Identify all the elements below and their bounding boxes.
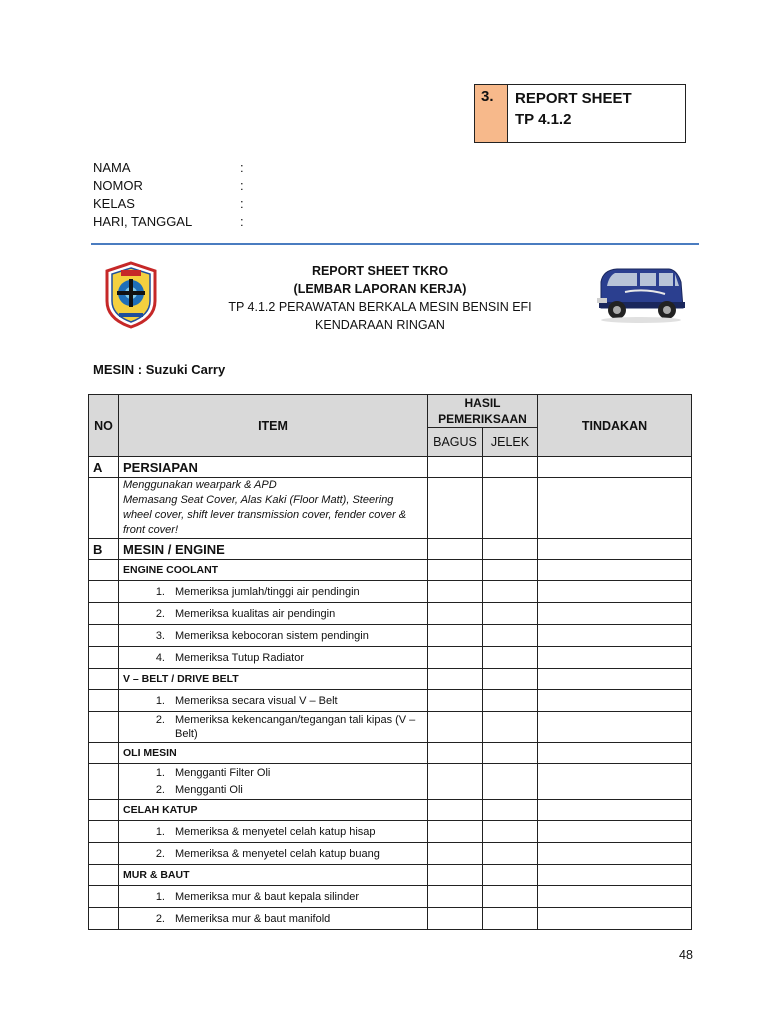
identity-row-tanggal: [93, 213, 244, 231]
table-row: [89, 712, 692, 743]
item-number: 1.: [155, 825, 165, 838]
jelek-cell[interactable]: [483, 539, 538, 560]
item-text: Memeriksa mur & baut kepala silinder: [175, 890, 360, 903]
table-row: [89, 865, 692, 886]
tindakan-cell[interactable]: [538, 690, 692, 712]
jelek-cell[interactable]: [483, 886, 538, 908]
group-title: ENGINE COOLANT: [119, 560, 428, 581]
tindakan-cell[interactable]: [538, 865, 692, 886]
header-tindakan: TINDAKAN: [538, 395, 692, 457]
jelek-cell[interactable]: [483, 478, 538, 539]
group-title: CELAH KATUP: [119, 800, 428, 821]
bagus-cell[interactable]: [428, 800, 483, 821]
inspection-table: [88, 394, 692, 930]
item-number: 1.: [155, 694, 165, 707]
jelek-cell[interactable]: [483, 647, 538, 669]
item-text: Memeriksa secara visual V – Belt: [175, 694, 338, 707]
heading-line1: REPORT SHEET TKRO: [311, 264, 449, 278]
table-row: [89, 800, 692, 821]
group-title: V – BELT / DRIVE BELT: [119, 669, 428, 690]
item-number: 1.: [155, 585, 165, 598]
group-title: MUR & BAUT: [119, 865, 428, 886]
jelek-cell[interactable]: [483, 764, 538, 800]
report-heading: [180, 262, 580, 334]
jelek-cell[interactable]: [483, 821, 538, 843]
tindakan-cell[interactable]: [538, 886, 692, 908]
identity-separator: :: [240, 196, 244, 211]
item-text: Memeriksa kebocoran sistem pendingin: [175, 629, 369, 642]
tindakan-cell[interactable]: [538, 560, 692, 581]
identity-label: NAMA: [93, 160, 131, 175]
tindakan-cell[interactable]: [538, 457, 692, 478]
heading-line4: KENDARAAN RINGAN: [315, 318, 445, 332]
bagus-cell[interactable]: [428, 712, 483, 743]
bagus-cell[interactable]: [428, 560, 483, 581]
school-logo-icon: [103, 261, 159, 329]
table-row: [89, 669, 692, 690]
item-text: Memeriksa mur & baut manifold: [175, 912, 331, 925]
header-bagus: BAGUS: [428, 428, 483, 457]
tindakan-cell[interactable]: [538, 669, 692, 690]
bagus-cell[interactable]: [428, 843, 483, 865]
persiapan-line2: Memasang Seat Cover, Alas Kaki (Floor Matt), Steering wheel cover, shift lever transmission cover, fender cover & front cover!: [123, 494, 407, 536]
section-title: PERSIAPAN: [119, 457, 428, 478]
identity-row-nomor: [93, 177, 244, 195]
item-number: 2.: [155, 607, 165, 620]
identity-fields: [93, 159, 244, 231]
persiapan-text: [119, 478, 428, 539]
bagus-cell[interactable]: [428, 539, 483, 560]
tindakan-cell[interactable]: [538, 800, 692, 821]
bagus-cell[interactable]: [428, 478, 483, 539]
header-item: ITEM: [119, 395, 428, 457]
bagus-cell[interactable]: [428, 821, 483, 843]
item-text: Memeriksa kekencangan/tegangan tali kipas (V – Belt): [175, 714, 416, 740]
tindakan-cell[interactable]: [538, 821, 692, 843]
persiapan-line1: Menggunakan wearpark & APD: [123, 479, 277, 491]
item-text: Memeriksa Tutup Radiator: [175, 651, 304, 664]
jelek-cell[interactable]: [483, 908, 538, 930]
table-row: [89, 457, 692, 478]
heading-line2: (LEMBAR LAPORAN KERJA): [293, 282, 467, 296]
jelek-cell[interactable]: [483, 712, 538, 743]
divider-line: [91, 243, 699, 245]
jelek-cell[interactable]: [483, 457, 538, 478]
tindakan-cell[interactable]: [538, 908, 692, 930]
identity-separator: :: [240, 160, 244, 175]
table-row: [89, 743, 692, 764]
item-text: Mengganti Filter Oli: [175, 766, 271, 779]
report-title-line2: TP 4.1.2: [515, 111, 572, 128]
identity-label: HARI, TANGGAL: [93, 214, 193, 229]
jelek-cell[interactable]: [483, 603, 538, 625]
section-no: B: [89, 539, 119, 560]
bagus-cell[interactable]: [428, 647, 483, 669]
identity-label: NOMOR: [93, 178, 143, 193]
jelek-cell[interactable]: [483, 843, 538, 865]
item-number: 1.: [155, 766, 165, 779]
report-title-box: [474, 84, 686, 143]
jelek-cell[interactable]: [483, 800, 538, 821]
tindakan-cell[interactable]: [538, 647, 692, 669]
item-text: Mengganti Oli: [175, 783, 243, 796]
bagus-cell[interactable]: [428, 743, 483, 764]
table-row: [89, 603, 692, 625]
tindakan-cell[interactable]: [538, 603, 692, 625]
table-row: [89, 647, 692, 669]
identity-row-kelas: [93, 195, 244, 213]
report-title: [508, 85, 632, 142]
item-text: Memeriksa & menyetel celah katup hisap: [175, 825, 376, 838]
item-number: 4.: [155, 651, 165, 664]
bagus-cell[interactable]: [428, 625, 483, 647]
item-text: Memeriksa & menyetel celah katup buang: [175, 847, 380, 860]
group-title: OLI MESIN: [119, 743, 428, 764]
table-row: [89, 690, 692, 712]
bagus-cell[interactable]: [428, 690, 483, 712]
item-text: Memeriksa jumlah/tinggi air pendingin: [175, 585, 360, 598]
table-row: [89, 539, 692, 560]
tindakan-cell[interactable]: [538, 539, 692, 560]
bagus-cell[interactable]: [428, 603, 483, 625]
tindakan-cell[interactable]: [538, 712, 692, 743]
identity-label: KELAS: [93, 196, 135, 211]
identity-row-nama: [93, 159, 244, 177]
van-illustration-icon: [595, 264, 687, 326]
table-row: [89, 560, 692, 581]
bagus-cell[interactable]: [428, 581, 483, 603]
item-number: 2.: [155, 847, 165, 860]
section-no: A: [89, 457, 119, 478]
header-hasil: HASIL PEMERIKSAAN: [428, 395, 538, 428]
bagus-cell[interactable]: [428, 908, 483, 930]
jelek-cell[interactable]: [483, 669, 538, 690]
tindakan-cell[interactable]: [538, 581, 692, 603]
tindakan-cell[interactable]: [538, 843, 692, 865]
tindakan-cell[interactable]: [538, 478, 692, 539]
jelek-cell[interactable]: [483, 625, 538, 647]
table-row: [89, 581, 692, 603]
jelek-cell[interactable]: [483, 560, 538, 581]
page-number: 48: [679, 948, 693, 962]
item-number: 2.: [155, 783, 165, 796]
item-number: 2.: [155, 714, 165, 726]
item-number: 2.: [155, 912, 165, 925]
bagus-cell[interactable]: [428, 886, 483, 908]
table-row: [89, 478, 692, 539]
bagus-cell[interactable]: [428, 764, 483, 800]
jelek-cell[interactable]: [483, 690, 538, 712]
jelek-cell[interactable]: [483, 743, 538, 764]
table-row: [89, 764, 692, 800]
header-jelek: JELEK: [483, 428, 538, 457]
table-row: [89, 625, 692, 647]
tindakan-cell[interactable]: [538, 743, 692, 764]
engine-label: MESIN : Suzuki Carry: [93, 362, 226, 377]
jelek-cell[interactable]: [483, 581, 538, 603]
item-number: 1.: [155, 890, 165, 903]
report-title-line1: REPORT SHEET: [515, 90, 632, 107]
table-row: [89, 821, 692, 843]
header-no: NO: [89, 395, 119, 457]
jelek-cell[interactable]: [483, 865, 538, 886]
table-row: [89, 908, 692, 930]
tindakan-cell[interactable]: [538, 625, 692, 647]
item-text: Memeriksa kualitas air pendingin: [175, 607, 336, 620]
identity-separator: :: [240, 214, 244, 229]
heading-line3: TP 4.1.2 PERAWATAN BERKALA MESIN BENSIN EFI: [228, 300, 532, 314]
bagus-cell[interactable]: [428, 865, 483, 886]
table-row: [89, 886, 692, 908]
section-title: MESIN / ENGINE: [119, 539, 428, 560]
identity-separator: :: [240, 178, 244, 193]
report-number: 3.: [475, 85, 508, 142]
item-number: 3.: [155, 629, 165, 642]
bagus-cell[interactable]: [428, 457, 483, 478]
tindakan-cell[interactable]: [538, 764, 692, 800]
table-row: [89, 843, 692, 865]
bagus-cell[interactable]: [428, 669, 483, 690]
